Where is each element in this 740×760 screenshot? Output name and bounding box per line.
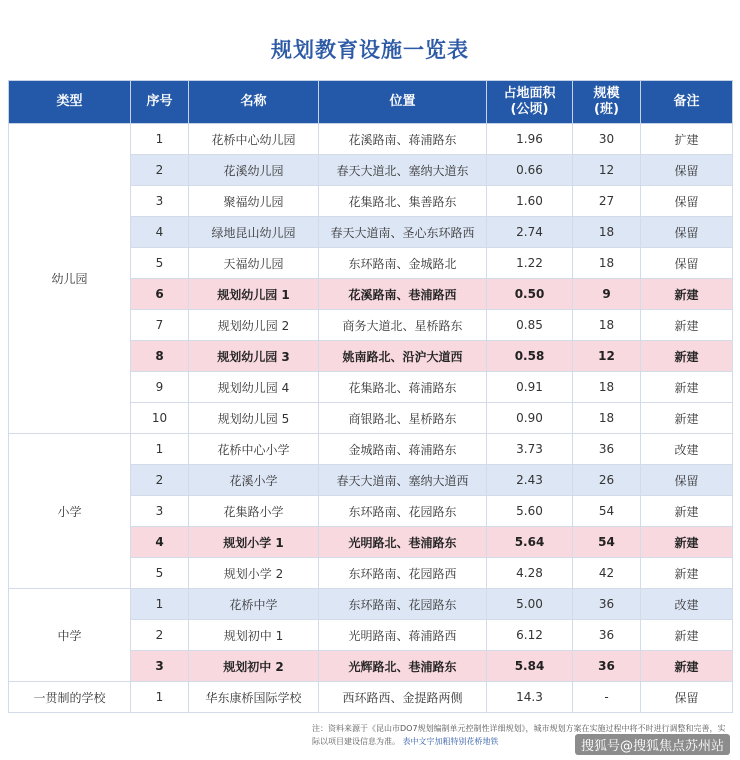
- index-cell: 1: [131, 434, 189, 465]
- remark-cell: 保留: [641, 186, 733, 217]
- area-cell: 0.85: [487, 310, 573, 341]
- name-cell: 天福幼儿园: [189, 248, 319, 279]
- name-cell: 规划初中 1: [189, 620, 319, 651]
- index-cell: 3: [131, 186, 189, 217]
- name-cell: 规划幼儿园 5: [189, 403, 319, 434]
- page-title: 规划教育设施一览表: [271, 38, 469, 62]
- index-cell: 5: [131, 248, 189, 279]
- size-cell: 36: [573, 651, 641, 682]
- index-cell: 1: [131, 682, 189, 713]
- facilities-table: [8, 80, 733, 713]
- location-cell: 春天大道南、圣心东环路西: [319, 217, 487, 248]
- column-header: 名称: [189, 81, 319, 124]
- area-cell: 0.50: [487, 279, 573, 310]
- size-cell: 36: [573, 589, 641, 620]
- index-cell: 2: [131, 465, 189, 496]
- name-cell: 花桥中学: [189, 589, 319, 620]
- size-cell: -: [573, 682, 641, 713]
- area-cell: 0.58: [487, 341, 573, 372]
- location-cell: 花集路北、集善路东: [319, 186, 487, 217]
- location-cell: 光辉路北、巷浦路东: [319, 651, 487, 682]
- area-cell: 2.74: [487, 217, 573, 248]
- column-header: 占地面积 (公顷): [487, 81, 573, 124]
- remark-cell: 新建: [641, 279, 733, 310]
- name-cell: 聚福幼儿园: [189, 186, 319, 217]
- location-cell: 春天大道北、塞纳大道东: [319, 155, 487, 186]
- remark-cell: 新建: [641, 403, 733, 434]
- remark-cell: 新建: [641, 558, 733, 589]
- name-cell: 花集路小学: [189, 496, 319, 527]
- name-cell: 规划幼儿园 2: [189, 310, 319, 341]
- remark-cell: 改建: [641, 434, 733, 465]
- size-cell: 36: [573, 620, 641, 651]
- remark-cell: 新建: [641, 620, 733, 651]
- location-cell: 东环路南、花园路东: [319, 496, 487, 527]
- location-cell: 花溪路南、蒋浦路东: [319, 124, 487, 155]
- footnote-highlight: 表中文字加粗特别花桥地铁: [402, 737, 499, 746]
- location-cell: 西环路西、金提路两侧: [319, 682, 487, 713]
- location-cell: 花溪路南、巷浦路西: [319, 279, 487, 310]
- name-cell: 花溪小学: [189, 465, 319, 496]
- remark-cell: 保留: [641, 248, 733, 279]
- index-cell: 2: [131, 155, 189, 186]
- name-cell: 规划幼儿园 4: [189, 372, 319, 403]
- source-watermark: 搜狐号@搜狐焦点苏州站: [575, 734, 730, 755]
- size-cell: 9: [573, 279, 641, 310]
- index-cell: 4: [131, 527, 189, 558]
- remark-cell: 新建: [641, 341, 733, 372]
- size-cell: 42: [573, 558, 641, 589]
- remark-cell: 保留: [641, 682, 733, 713]
- index-cell: 3: [131, 496, 189, 527]
- size-cell: 18: [573, 372, 641, 403]
- area-cell: 3.73: [487, 434, 573, 465]
- area-cell: 2.43: [487, 465, 573, 496]
- area-cell: 0.91: [487, 372, 573, 403]
- index-cell: 4: [131, 217, 189, 248]
- size-cell: 27: [573, 186, 641, 217]
- area-cell: 1.22: [487, 248, 573, 279]
- area-cell: 1.96: [487, 124, 573, 155]
- index-cell: 2: [131, 620, 189, 651]
- size-cell: 54: [573, 527, 641, 558]
- table-row: [9, 682, 733, 713]
- area-cell: 5.64: [487, 527, 573, 558]
- size-cell: 12: [573, 341, 641, 372]
- remark-cell: 新建: [641, 527, 733, 558]
- area-cell: 14.3: [487, 682, 573, 713]
- column-header: 规模 (班): [573, 81, 641, 124]
- type-cell: 一贯制的学校: [9, 682, 131, 713]
- index-cell: 6: [131, 279, 189, 310]
- location-cell: 金城路南、蒋浦路东: [319, 434, 487, 465]
- remark-cell: 扩建: [641, 124, 733, 155]
- size-cell: 36: [573, 434, 641, 465]
- location-cell: 花集路北、蒋浦路东: [319, 372, 487, 403]
- name-cell: 规划小学 2: [189, 558, 319, 589]
- size-cell: 18: [573, 403, 641, 434]
- remark-cell: 保留: [641, 465, 733, 496]
- remark-cell: 保留: [641, 217, 733, 248]
- size-cell: 54: [573, 496, 641, 527]
- remark-cell: 新建: [641, 372, 733, 403]
- name-cell: 华东康桥国际学校: [189, 682, 319, 713]
- table-row: [9, 124, 733, 155]
- index-cell: 1: [131, 124, 189, 155]
- type-cell: 小学: [9, 434, 131, 589]
- name-cell: 规划幼儿园 3: [189, 341, 319, 372]
- name-cell: 规划初中 2: [189, 651, 319, 682]
- location-cell: 东环路南、花园路西: [319, 558, 487, 589]
- location-cell: 光明路北、巷浦路东: [319, 527, 487, 558]
- area-cell: 0.90: [487, 403, 573, 434]
- column-header: 序号: [131, 81, 189, 124]
- remark-cell: 保留: [641, 155, 733, 186]
- location-cell: 东环路南、金城路北: [319, 248, 487, 279]
- location-cell: 光明路南、蒋浦路西: [319, 620, 487, 651]
- table-header-row: [9, 81, 733, 124]
- size-cell: 12: [573, 155, 641, 186]
- type-cell: 幼儿园: [9, 124, 131, 434]
- name-cell: 规划小学 1: [189, 527, 319, 558]
- index-cell: 8: [131, 341, 189, 372]
- area-cell: 1.60: [487, 186, 573, 217]
- index-cell: 1: [131, 589, 189, 620]
- column-header: 备注: [641, 81, 733, 124]
- index-cell: 9: [131, 372, 189, 403]
- remark-cell: 新建: [641, 496, 733, 527]
- index-cell: 10: [131, 403, 189, 434]
- type-cell: 中学: [9, 589, 131, 682]
- table-row: [9, 589, 733, 620]
- location-cell: 姚南路北、沿沪大道西: [319, 341, 487, 372]
- footnote-text: 注：资料来源于《昆山市DO7规划编制单元控制性详细规划》，城市规划方案在实施过程中将不时进行调整和完善，实际以项目建设信息为准。: [312, 724, 726, 746]
- location-cell: 东环路南、花园路东: [319, 589, 487, 620]
- name-cell: 花桥中心幼儿园: [189, 124, 319, 155]
- name-cell: 花桥中心小学: [189, 434, 319, 465]
- location-cell: 春天大道南、塞纳大道西: [319, 465, 487, 496]
- column-header: 位置: [319, 81, 487, 124]
- column-header: 类型: [9, 81, 131, 124]
- area-cell: 5.84: [487, 651, 573, 682]
- name-cell: 花溪幼儿园: [189, 155, 319, 186]
- area-cell: 4.28: [487, 558, 573, 589]
- area-cell: 5.60: [487, 496, 573, 527]
- area-cell: 5.00: [487, 589, 573, 620]
- location-cell: 商务大道北、星桥路东: [319, 310, 487, 341]
- size-cell: 18: [573, 217, 641, 248]
- size-cell: 26: [573, 465, 641, 496]
- remark-cell: 新建: [641, 310, 733, 341]
- size-cell: 18: [573, 248, 641, 279]
- table-row: [9, 434, 733, 465]
- name-cell: 规划幼儿园 1: [189, 279, 319, 310]
- index-cell: 5: [131, 558, 189, 589]
- name-cell: 绿地昆山幼儿园: [189, 217, 319, 248]
- remark-cell: 改建: [641, 589, 733, 620]
- location-cell: 商银路北、星桥路东: [319, 403, 487, 434]
- size-cell: 30: [573, 124, 641, 155]
- area-cell: 6.12: [487, 620, 573, 651]
- size-cell: 18: [573, 310, 641, 341]
- area-cell: 0.66: [487, 155, 573, 186]
- index-cell: 7: [131, 310, 189, 341]
- remark-cell: 新建: [641, 651, 733, 682]
- index-cell: 3: [131, 651, 189, 682]
